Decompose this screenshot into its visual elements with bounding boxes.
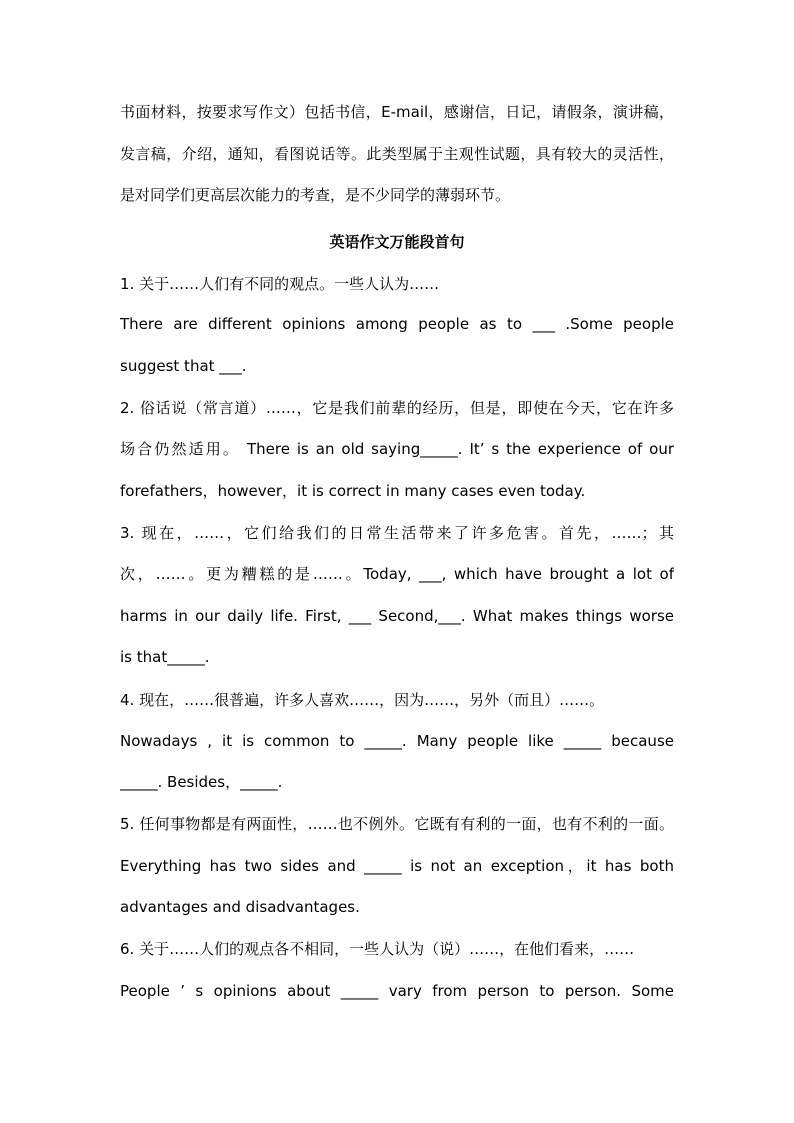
intro-line-1: 书面材料，按要求写作文）包括书信，E-mail，感谢信，日记，请假条，演讲稿， xyxy=(120,103,674,121)
intro-line-3: 是对同学们更高层次能力的考查，是不少同学的薄弱环节。 xyxy=(120,186,511,204)
item-4-line-2: Nowadays , it is common to _____. Many people like _____ because xyxy=(120,732,674,750)
section-title: 英语作文万能段首句 xyxy=(329,233,465,251)
item-2-line-3: forefathers，however，it is correct in many cases even today. xyxy=(120,482,586,500)
item-5-line-2: Everything has two sides and _____ is not an exception，it has both xyxy=(120,857,674,875)
item-3-line-1: 3. 现在，……，它们给我们的日常生活带来了许多危害。首先，……；其 xyxy=(120,524,674,542)
item-4-line-1: 4. 现在，……很普遍，许多人喜欢……，因为……，另外（而且）……。 xyxy=(120,691,605,709)
item-1-line-2: There are different opinions among people as to ___ .Some people xyxy=(120,315,674,333)
item-6-line-2: People ’ s opinions about _____ vary from person to person. Some xyxy=(120,982,674,1000)
item-5-line-1: 5. 任何事物都是有两面性，……也不例外。它既有有利的一面，也有不利的一面。 xyxy=(120,815,674,833)
item-3-line-2: 次，……。更为糟糕的是……。Today, ___, which have brought a lot of xyxy=(120,565,674,583)
item-6-line-1: 6. 关于……人们的观点各不相同，一些人认为（说）……，在他们看来，…… xyxy=(120,940,635,958)
item-3-line-4: is that_____. xyxy=(120,648,210,666)
intro-line-2: 发言稿，介绍，通知，看图说话等。此类型属于主观性试题，具有较大的灵活性， xyxy=(120,145,674,163)
item-1-line-3: suggest that ___. xyxy=(120,357,247,375)
item-2-line-2: 场合仍然适用。 There is an old saying_____. It’ s the experience of our xyxy=(120,440,674,458)
item-1-line-1: 1. 关于……人们有不同的观点。一些人认为…… xyxy=(120,275,440,293)
item-2-line-1: 2. 俗话说（常言道）……，它是我们前辈的经历，但是，即使在今天，它在许多 xyxy=(120,399,674,417)
item-3-line-3: harms in our daily life. First, ___ Second,___. What makes things worse xyxy=(120,607,674,625)
item-5-line-3: advantages and disadvantages. xyxy=(120,898,360,916)
item-4-line-3: _____. Besides，_____. xyxy=(120,773,283,791)
